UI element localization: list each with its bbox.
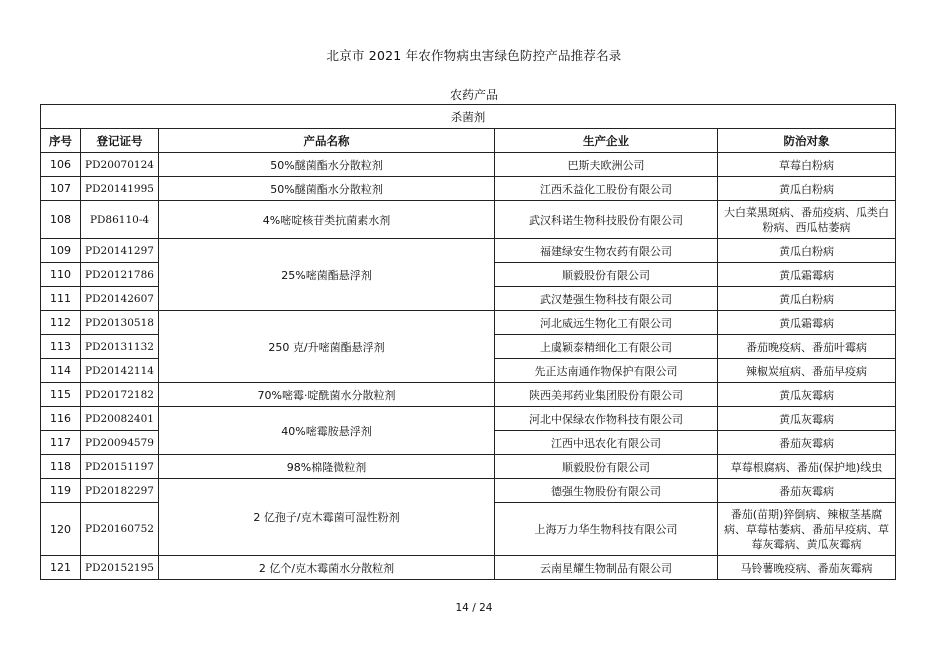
cell-reg: PD20172182: [81, 383, 159, 407]
cell-name: 50%醚菌酯水分散粒剂: [159, 153, 495, 177]
cell-name: 2 亿孢子/克木霉菌可湿性粉剂: [159, 479, 495, 556]
cell-target: 黄瓜霜霉病: [718, 311, 896, 335]
cell-target: 黄瓜灰霉病: [718, 383, 896, 407]
table-row: [41, 407, 896, 431]
cell-target: 番茄(苗期)猝倒病、辣椒茎基腐病、草莓枯萎病、番茄早疫病、草莓灰霉病、黄瓜灰霉病: [718, 503, 896, 556]
category-label: 杀菌剂: [41, 105, 896, 129]
cell-company: 江西禾益化工股份有限公司: [495, 177, 718, 201]
cell-name: 4%嘧啶核苷类抗菌素水剂: [159, 201, 495, 239]
cell-company: 上虞颖泰精细化工有限公司: [495, 335, 718, 359]
cell-name: 70%嘧霉·啶酰菌水分散粒剂: [159, 383, 495, 407]
document-title: 北京市 2021 年农作物病虫害绿色防控产品推荐名录: [326, 48, 622, 63]
table-row: [41, 153, 896, 177]
product-table: [40, 104, 896, 580]
cell-no: 120: [41, 503, 81, 556]
cell-target: 草莓根腐病、番茄(保护地)线虫: [718, 455, 896, 479]
header-name: 产品名称: [159, 129, 495, 153]
cell-reg: PD20160752: [81, 503, 159, 556]
cell-reg: PD20142114: [81, 359, 159, 383]
cell-no: 118: [41, 455, 81, 479]
table-row: [41, 177, 896, 201]
cell-company: 先正达南通作物保护有限公司: [495, 359, 718, 383]
cell-target: 黄瓜白粉病: [718, 287, 896, 311]
header-reg: 登记证号: [81, 129, 159, 153]
cell-no: 116: [41, 407, 81, 431]
cell-name: 25%嘧菌酯悬浮剂: [159, 239, 495, 311]
cell-target: 黄瓜灰霉病: [718, 407, 896, 431]
cell-target: 辣椒炭疽病、番茄早疫病: [718, 359, 896, 383]
cell-no: 110: [41, 263, 81, 287]
cell-reg: PD20130518: [81, 311, 159, 335]
section-title: 农药产品: [449, 88, 498, 102]
table-row: [41, 311, 896, 335]
cell-reg: PD86110-4: [81, 201, 159, 239]
cell-company: 巴斯夫欧洲公司: [495, 153, 718, 177]
cell-company: 陕西美邦药业集团股份有限公司: [495, 383, 718, 407]
page-total: 24: [479, 602, 493, 614]
cell-reg: PD20070124: [81, 153, 159, 177]
cell-company: 德强生物股份有限公司: [495, 479, 718, 503]
cell-company: 河北威远生物化工有限公司: [495, 311, 718, 335]
cell-no: 107: [41, 177, 81, 201]
cell-reg: PD20141995: [81, 177, 159, 201]
cell-company: 顺毅股份有限公司: [495, 263, 718, 287]
cell-target: 黄瓜霜霉病: [718, 263, 896, 287]
cell-reg: PD20121786: [81, 263, 159, 287]
cell-reg: PD20082401: [81, 407, 159, 431]
page-separator: /: [472, 602, 476, 614]
cell-reg: PD20151197: [81, 455, 159, 479]
page-number: [0, 602, 948, 614]
cell-target: 番茄晚疫病、番茄叶霉病: [718, 335, 896, 359]
cell-company: 福建绿安生物农药有限公司: [495, 239, 718, 263]
cell-no: 113: [41, 335, 81, 359]
cell-target: 草莓白粉病: [718, 153, 896, 177]
page-current: 14: [455, 602, 469, 614]
cell-company: 云南星耀生物制品有限公司: [495, 556, 718, 580]
cell-name: 50%醚菌酯水分散粒剂: [159, 177, 495, 201]
cell-reg: PD20152195: [81, 556, 159, 580]
table-row: [41, 479, 896, 503]
table-row: [41, 201, 896, 239]
cell-target: 黄瓜白粉病: [718, 177, 896, 201]
cell-company: 顺毅股份有限公司: [495, 455, 718, 479]
cell-reg: PD20141297: [81, 239, 159, 263]
cell-no: 112: [41, 311, 81, 335]
cell-no: 114: [41, 359, 81, 383]
cell-name: 250 克/升嘧菌酯悬浮剂: [159, 311, 495, 383]
table-row: [41, 455, 896, 479]
table-row: [41, 239, 896, 263]
table-row: [41, 556, 896, 580]
cell-name: 98%棉隆微粒剂: [159, 455, 495, 479]
cell-company: 武汉楚强生物科技有限公司: [495, 287, 718, 311]
cell-no: 108: [41, 201, 81, 239]
cell-no: 111: [41, 287, 81, 311]
cell-no: 106: [41, 153, 81, 177]
cell-reg: PD20094579: [81, 431, 159, 455]
cell-reg: PD20182297: [81, 479, 159, 503]
cell-no: 109: [41, 239, 81, 263]
cell-target: 番茄灰霉病: [718, 479, 896, 503]
cell-target: 马铃薯晚疫病、番茄灰霉病: [718, 556, 896, 580]
table-row: [41, 383, 896, 407]
cell-company: 上海万力华生物科技有限公司: [495, 503, 718, 556]
header-company: 生产企业: [495, 129, 718, 153]
cell-company: 河北中保绿农作物科技有限公司: [495, 407, 718, 431]
category-row: [41, 105, 896, 129]
cell-target: 番茄灰霉病: [718, 431, 896, 455]
header-row: [41, 129, 896, 153]
cell-no: 115: [41, 383, 81, 407]
cell-no: 121: [41, 556, 81, 580]
cell-target: 黄瓜白粉病: [718, 239, 896, 263]
cell-reg: PD20142607: [81, 287, 159, 311]
cell-no: 117: [41, 431, 81, 455]
cell-company: 江西中迅农化有限公司: [495, 431, 718, 455]
cell-no: 119: [41, 479, 81, 503]
header-target: 防治对象: [718, 129, 896, 153]
cell-target: 大白菜黑斑病、番茄疫病、瓜类白粉病、西瓜枯萎病: [718, 201, 896, 239]
header-no: 序号: [41, 129, 81, 153]
cell-name: 40%嘧霉胺悬浮剂: [159, 407, 495, 455]
cell-reg: PD20131132: [81, 335, 159, 359]
cell-name: 2 亿个/克木霉菌水分散粒剂: [159, 556, 495, 580]
cell-company: 武汉科诺生物科技股份有限公司: [495, 201, 718, 239]
